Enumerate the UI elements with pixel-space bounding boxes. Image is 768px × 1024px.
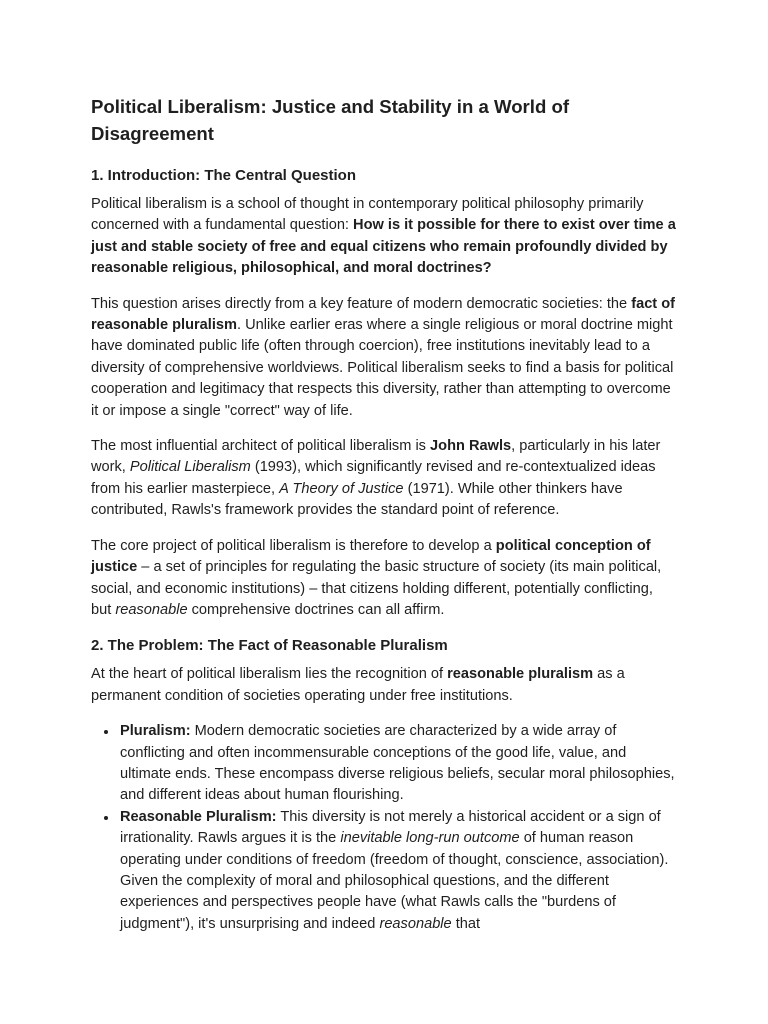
text-span: – a set of principles for regulating the basic structure of society (its main political, social, and economic institutions) – that citizens holding different, potentially conflicting, but bbox=[91, 559, 662, 618]
text-span: Modern democratic societies are characterized by a wide array of conflicting and often incommensurable conceptions of the good life, value, and ultimate ends. These encompass diverse religious beliefs, secular moral philosophies, and different ideas about human flourishing. bbox=[120, 723, 675, 804]
text-span: The most influential architect of political liberalism is bbox=[91, 438, 431, 455]
text-span: of human reason operating under conditions of freedom (freedom of thought, conscience, association). Given the complexity of moral and philosophical questions, and the different experiences and perspectives people have (what Rawls calls the "burdens of judgment"), it's unsurprising and indeed bbox=[120, 830, 669, 932]
text-span: (1971). While other thinkers have contributed, Rawls's framework provides the standard point of reference. bbox=[91, 480, 623, 519]
section-heading-introduction: 1. Introduction: The Central Question bbox=[91, 167, 357, 184]
paragraph-heart-of-liberalism bbox=[91, 664, 677, 707]
bold-name: John Rawls bbox=[430, 438, 512, 455]
bullet-term: Reasonable Pluralism: bbox=[120, 808, 277, 825]
text-span: (1993), which significantly revised and re-contextualized ideas from his earlier masterpiece, bbox=[91, 459, 656, 497]
italic-term: reasonable bbox=[379, 915, 452, 932]
text-span: as a permanent condition of societies operating under free institutions. bbox=[91, 666, 625, 704]
paragraph-reasonable-pluralism bbox=[91, 294, 677, 422]
text-span: . Unlike earlier eras where a single religious or moral doctrine might have dominated public life (often through coercion), free institutions inevitably lead to a diversity of comprehensive worldviews. Political liberalism seeks to find a basis for political cooperation and legitimacy that respects this diversity, rather than attempting to overcome it or impose a single "correct" way of life. bbox=[91, 317, 674, 419]
text-span: , particularly in his later work, bbox=[91, 438, 661, 476]
central-question-bold: How is it possible for there to exist over time a just and stable society of free and equal citizens who remain profoundly divided by reasonable religious, philosophical, and moral doctrines? bbox=[91, 217, 676, 277]
paragraph-central-question bbox=[91, 194, 677, 280]
text-span: At the heart of political liberalism lies the recognition of bbox=[91, 666, 448, 683]
bullet-term: Pluralism: bbox=[120, 723, 191, 740]
list-item bbox=[118, 721, 677, 807]
book-title: A Theory of Justice bbox=[279, 480, 404, 497]
list-item bbox=[118, 807, 677, 935]
bold-term: reasonable pluralism bbox=[447, 666, 594, 683]
paragraph-john-rawls bbox=[91, 436, 677, 522]
document-title: Political Liberalism: Justice and Stability in a World of Disagreement bbox=[91, 96, 570, 144]
bullet-list bbox=[91, 721, 677, 935]
text-span: Political liberalism is a school of thought in contemporary political philosophy primarily concerned with a fundamental question: bbox=[91, 196, 644, 234]
italic-term: reasonable bbox=[115, 601, 188, 618]
text-span: The core project of political liberalism is therefore to develop a bbox=[91, 537, 496, 554]
text-span: comprehensive doctrines can all affirm. bbox=[187, 601, 445, 618]
italic-term: inevitable long-run outcome bbox=[340, 830, 520, 847]
bold-term: fact of reasonable pluralism bbox=[91, 295, 675, 334]
text-span: This question arises directly from a key feature of modern democratic societies: the bbox=[91, 295, 632, 312]
section-heading-problem: 2. The Problem: The Fact of Reasonable Pluralism bbox=[91, 637, 448, 655]
bold-term: political conception of justice bbox=[91, 537, 651, 576]
book-title: Political Liberalism bbox=[129, 459, 251, 476]
paragraph-core-project bbox=[91, 536, 677, 622]
text-span: that bbox=[451, 915, 481, 932]
text-span: This diversity is not merely a historical accident or a sign of irrationality. Rawls argues it is the bbox=[120, 808, 661, 847]
